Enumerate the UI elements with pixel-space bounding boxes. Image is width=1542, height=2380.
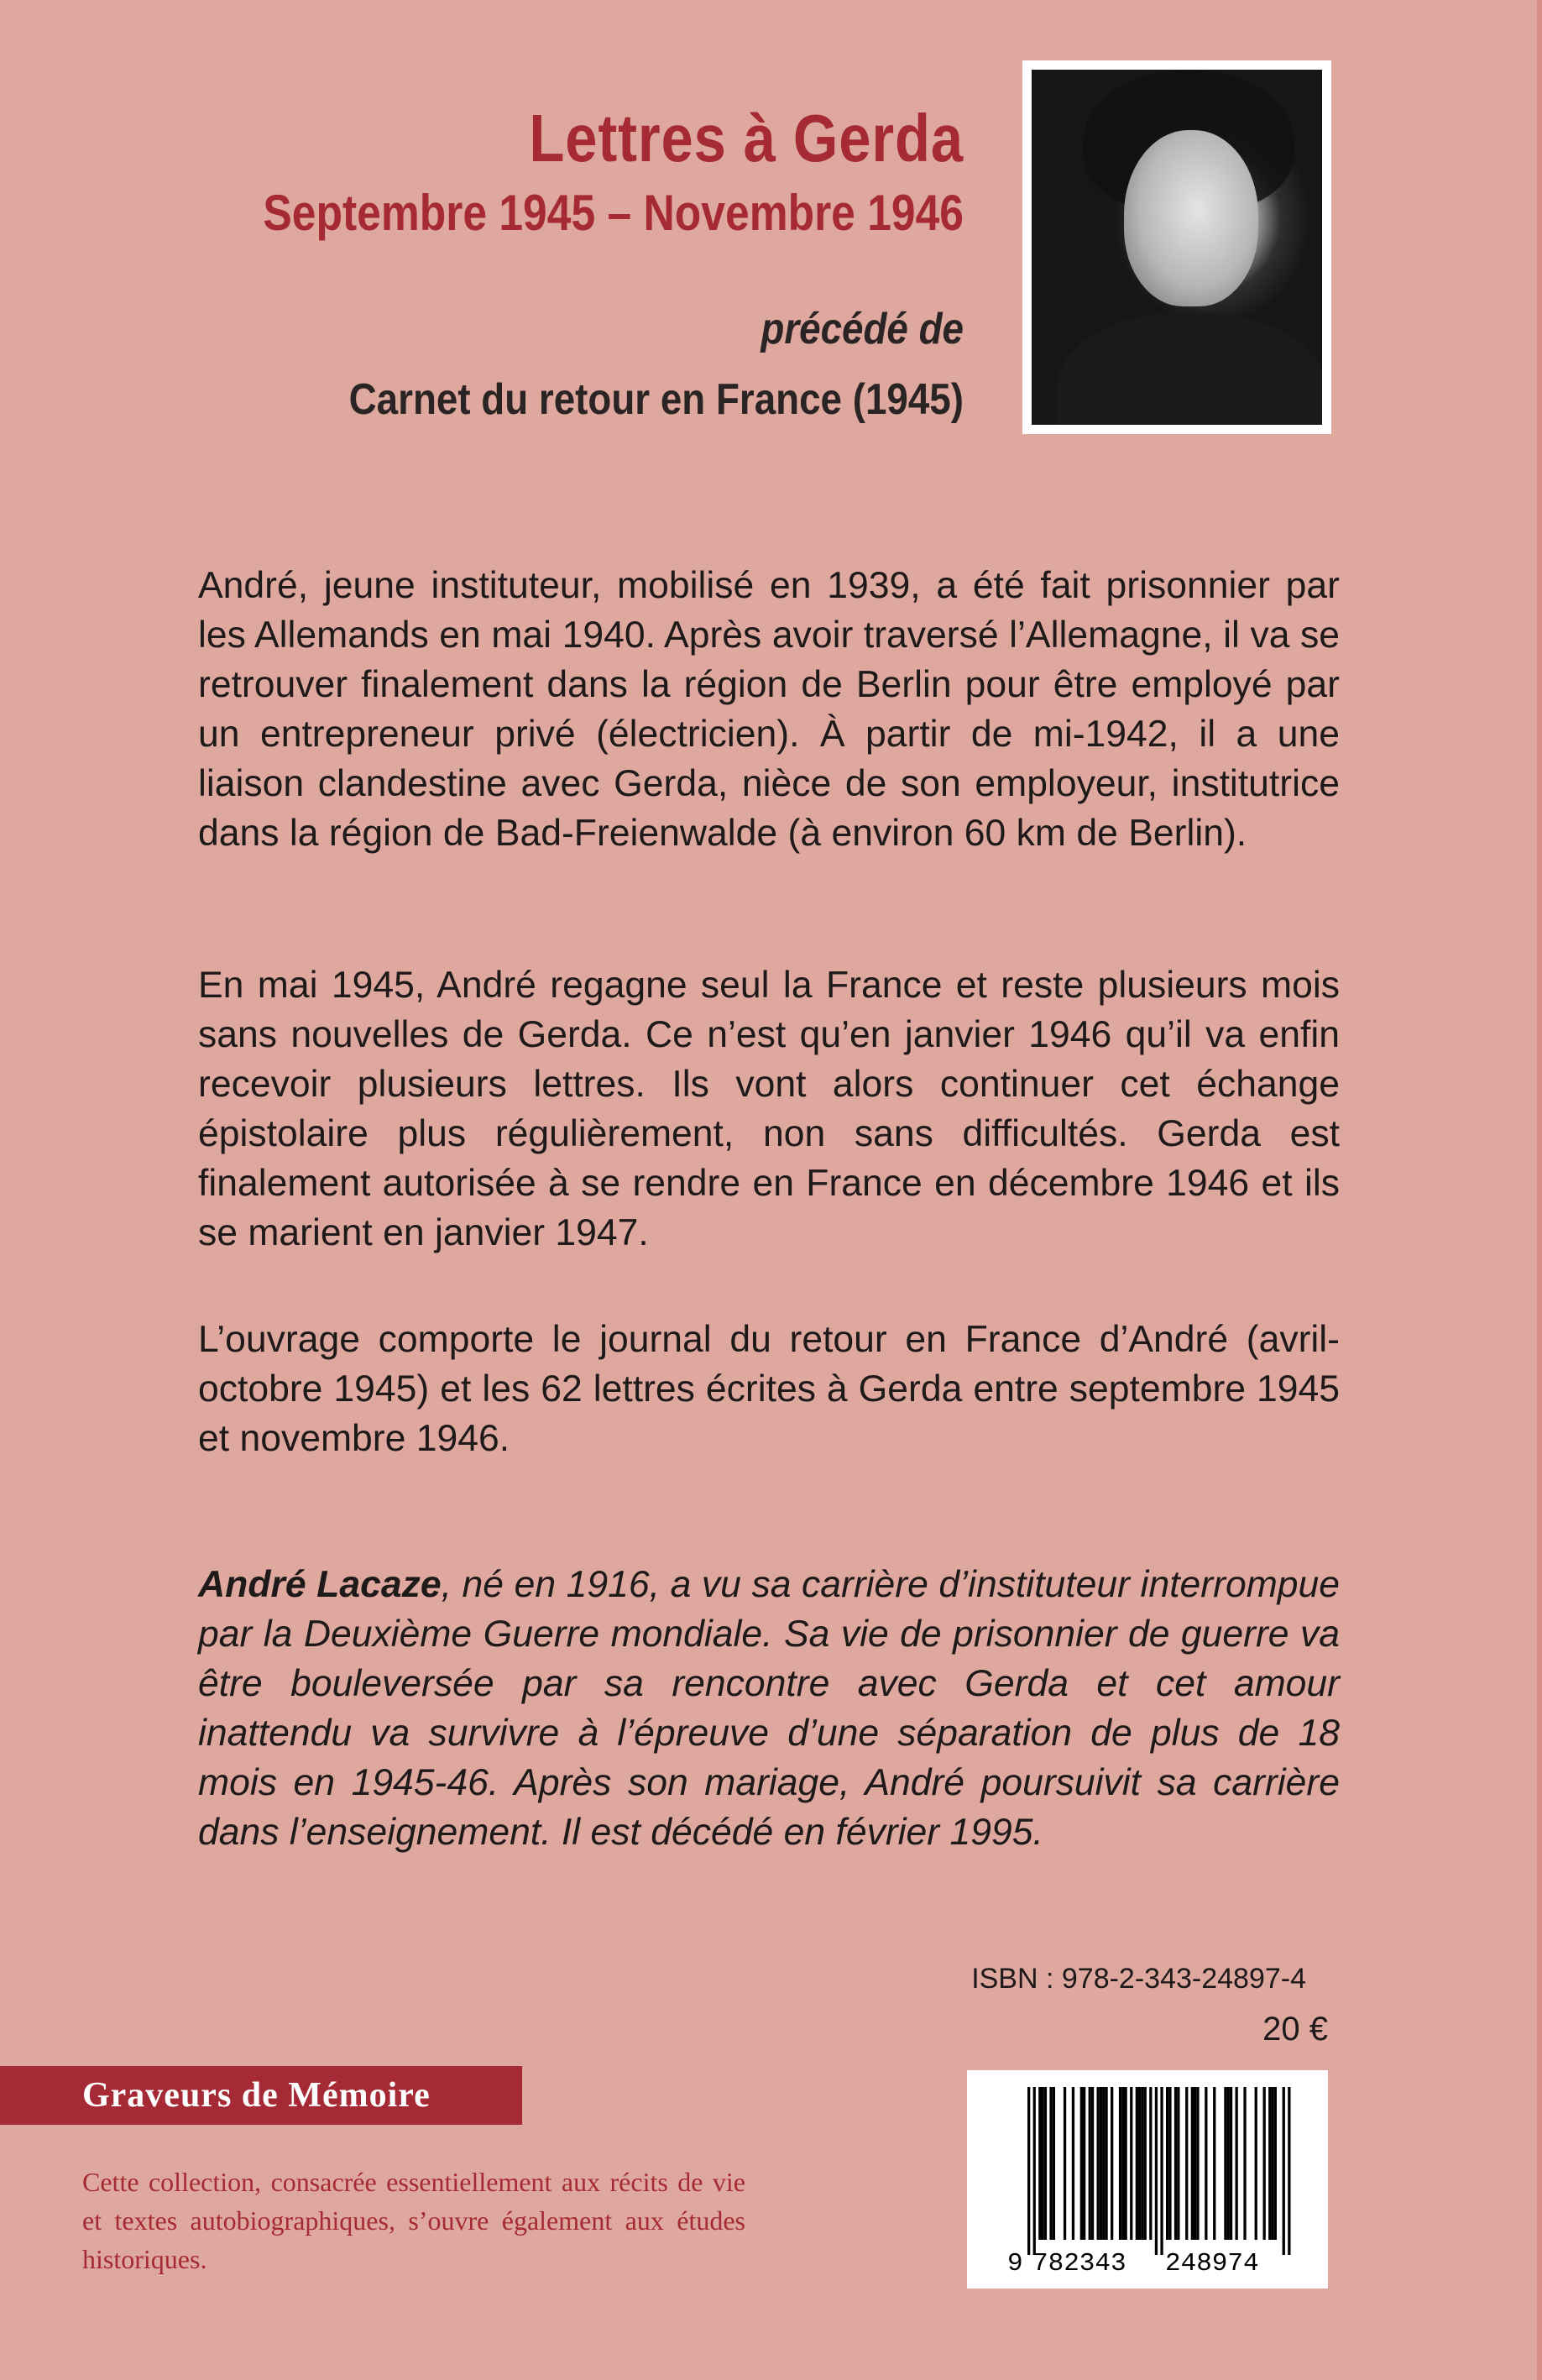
barcode-bar — [1166, 2087, 1168, 2240]
barcode-bar — [1033, 2087, 1036, 2255]
barcode-bar — [1168, 2087, 1171, 2240]
barcode-bar — [1042, 2087, 1044, 2240]
barcode-bar — [1288, 2087, 1290, 2255]
barcode-bar — [1194, 2087, 1196, 2240]
barcode-bar — [1080, 2087, 1083, 2240]
portrait-sweater — [1057, 313, 1322, 425]
barcode-bar — [1263, 2087, 1266, 2240]
barcode-bar — [1038, 2087, 1041, 2240]
barcode-first-digit: 9 — [1007, 2249, 1023, 2278]
barcode-bar — [1083, 2087, 1085, 2240]
summary-paragraph-2: En mai 1945, André regagne seul la France et reste plusieurs mois sans nouvelles de Gerda. Ce n’est qu’en janvier 1946 qu’il va enfin recevoir plusieurs lettres. Ils vont alors continuer cet échange épistolaire plus régulièrement, non sans difficultés. Gerda est finalement autorisée à se rendre en France en décembre 1946 et ils se marient en janvier 1947. — [198, 965, 1340, 1253]
barcode-bar — [1283, 2087, 1285, 2255]
barcode-bar — [1236, 2087, 1238, 2240]
barcode-bar — [1243, 2087, 1246, 2240]
barcode-bar — [1149, 2087, 1152, 2240]
barcode-bar — [1227, 2087, 1230, 2240]
barcode-bar — [1044, 2087, 1047, 2240]
barcode-bar — [1072, 2087, 1074, 2240]
barcode-bar — [1105, 2087, 1107, 2240]
barcode — [967, 2070, 1328, 2288]
collection-banner — [0, 2066, 522, 2125]
barcode-bar — [1121, 2087, 1124, 2240]
barcode-bar — [1196, 2087, 1199, 2240]
barcode-bar — [1138, 2087, 1141, 2240]
barcode-bar — [1136, 2087, 1138, 2240]
barcode-bar — [1213, 2087, 1215, 2240]
author-photo — [1022, 60, 1331, 434]
book-subtitle: Septembre 1945 – Novembre 1946 — [263, 185, 964, 241]
barcode-bar — [1205, 2087, 1207, 2240]
preceded-label: précédé de — [761, 305, 964, 353]
barcode-bar — [1268, 2087, 1271, 2240]
barcode-right-digits: 248974 — [1165, 2249, 1259, 2278]
barcode-bar — [1064, 2087, 1066, 2240]
barcode-bar — [1185, 2087, 1188, 2240]
barcode-bars — [1027, 2087, 1291, 2255]
barcode-bar — [1027, 2087, 1030, 2255]
barcode-bar — [1100, 2087, 1102, 2240]
barcode-bar — [1155, 2087, 1158, 2255]
barcode-bar — [1144, 2087, 1147, 2240]
barcode-graphic — [967, 2070, 1328, 2288]
barcode-bar — [1053, 2087, 1055, 2240]
barcode-bar — [1230, 2087, 1232, 2240]
barcode-bar — [1091, 2087, 1094, 2240]
barcode-bar — [1177, 2087, 1179, 2240]
portrait-image — [1032, 70, 1322, 425]
barcode-left-digits: 782343 — [1032, 2249, 1126, 2278]
barcode-bar — [1141, 2087, 1143, 2240]
barcode-bar — [1119, 2087, 1121, 2240]
summary-paragraph-3: L’ouvrage comporte le journal du retour en France d’André (avril-octobre 1945) et les 62 lettres écrites à Gerda entre septembre 1945 et novembre 1946. — [198, 1319, 1340, 1459]
barcode-bar — [1111, 2087, 1113, 2240]
barcode-bar — [1174, 2087, 1177, 2240]
portrait-face — [1124, 130, 1258, 306]
barcode-bar — [1097, 2087, 1100, 2240]
carnet-title: Carnet du retour en France (1945) — [348, 375, 964, 424]
summary-paragraph-1: André, jeune instituteur, mobilisé en 1939, a été fait prisonnier par les Allemands en mai 1940. Après avoir traversé l’Allemagne, il va se retrouver finalement dans la région de Berlin pour être employé par un entrepreneur privé (électricien). À partir de mi-1942, il a une liaison clandestine avec Gerda, nièce de son employeur, institutrice dans la région de Bad-Freienwalde (à environ 60 km de Berlin). — [198, 565, 1340, 854]
barcode-bar — [1191, 2087, 1194, 2240]
barcode-bar — [1049, 2087, 1052, 2240]
author-bio-text: , né en 1916, a vu sa carrière d’instituteur interrompue par la Deuxième Guerre mondiale. Sa vie de prisonnier de guerre va être bouleversée par sa rencontre avec Gerda et cet amour inattendu va survivre à l’épreuve d’une séparation de plus de 18 mois en 1945-46. Après son mariage, André poursuivit sa carrière dans l’enseignement. Il est décédé en février 1995. — [198, 1564, 1341, 1853]
collection-name: Graveurs de Mémoire — [82, 2076, 431, 2115]
barcode-bar — [1274, 2087, 1277, 2240]
collection-description: Cette collection, consacrée essentiellement aux récits de vie et textes autobiographiques, s’ouvre également aux études historiques. — [82, 2167, 745, 2274]
barcode-bar — [1102, 2087, 1105, 2240]
isbn: ISBN : 978-2-343-24897-4 — [971, 1963, 1306, 1995]
cover-edge — [1537, 0, 1542, 2380]
barcode-bar — [1255, 2087, 1257, 2240]
book-title: Lettres à Gerda — [529, 101, 964, 175]
price: 20 € — [1262, 2011, 1328, 2048]
barcode-bar — [1125, 2087, 1127, 2240]
barcode-bar — [1089, 2087, 1091, 2240]
barcode-bar — [1224, 2087, 1226, 2240]
barcode-bar — [1160, 2087, 1163, 2255]
barcode-bar — [1271, 2087, 1273, 2240]
author-name: André Lacaze — [198, 1564, 442, 1605]
barcode-bar — [1130, 2087, 1132, 2240]
author-bio — [198, 1560, 1340, 1857]
